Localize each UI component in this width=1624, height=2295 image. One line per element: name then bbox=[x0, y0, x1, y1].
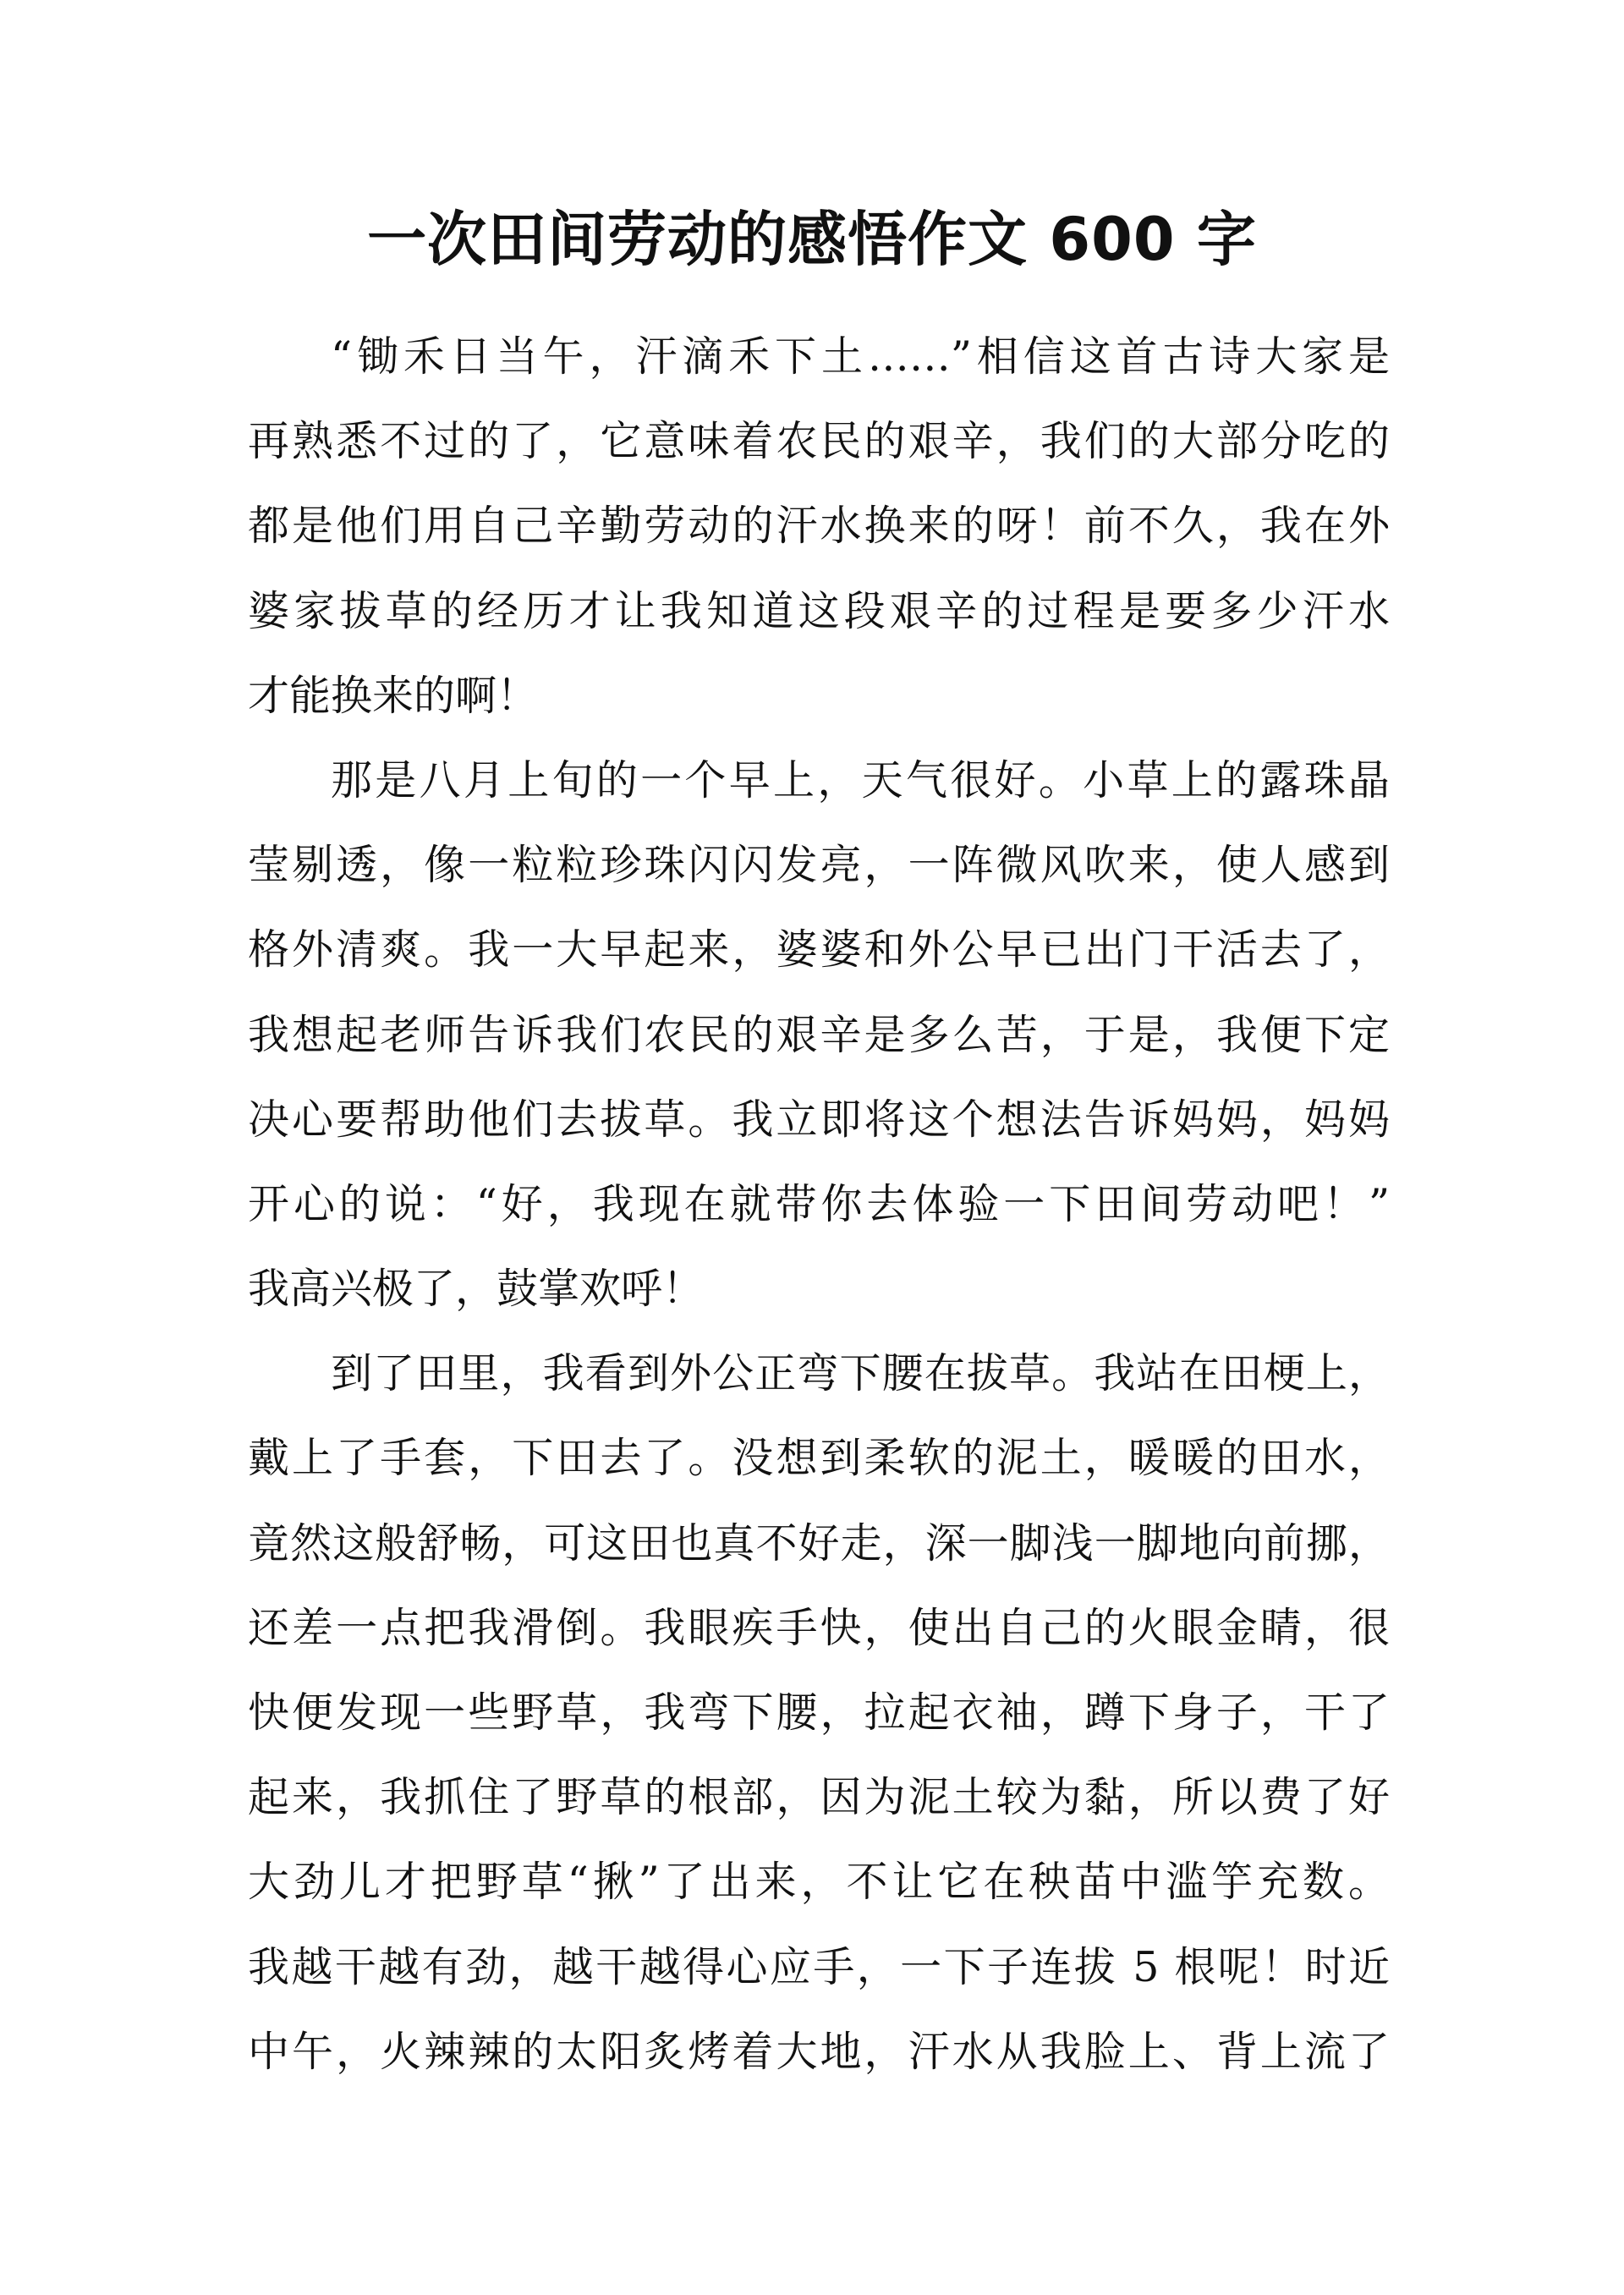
paragraph-2-line-7: 我高兴极了，鼓掌欢呼！ bbox=[248, 1265, 705, 1314]
paragraph-1-line-2: 再熟悉不过的了，它意味着农民的艰辛，我们的大部分吃的 bbox=[248, 417, 1390, 466]
paragraph-3-line-5: 快便发现一些野草，我弯下腰，拉起衣袖，蹲下身子，干了 bbox=[248, 1688, 1390, 1737]
paragraph-3-line-6: 起来，我抓住了野草的根部，因为泥土较为黏，所以费了好 bbox=[248, 1773, 1390, 1822]
paragraph-3-line-9: 中午，火辣辣的太阳炙烤着大地，汗水从我脸上、背上流了 bbox=[248, 2027, 1390, 2076]
paragraph-2-line-3: 格外清爽。我一大早起来，婆婆和外公早已出门干活去了， bbox=[248, 925, 1390, 975]
paragraph-2-line-6: 开心的说：“好，我现在就带你去体验一下田间劳动吧！” bbox=[248, 1179, 1390, 1228]
paragraph-1-line-4: 婆家拔草的经历才让我知道这段艰辛的过程是要多少汗水 bbox=[248, 586, 1390, 635]
paragraph-1-line-1: “锄禾日当午，汗滴禾下土……”相信这首古诗大家是 bbox=[331, 332, 1390, 381]
document-body bbox=[248, 315, 1390, 2095]
paragraph-2-line-4: 我想起老师告诉我们农民的艰辛是多么苦，于是，我便下定 bbox=[248, 1010, 1390, 1059]
paragraph-1-line-3: 都是他们用自己辛勤劳动的汗水换来的呀！前不久，我在外 bbox=[248, 502, 1390, 551]
paragraph-2-line-2: 莹剔透，像一粒粒珍珠闪闪发亮，一阵微风吹来，使人感到 bbox=[248, 841, 1390, 890]
paragraph-2-line-5: 决心要帮助他们去拔草。我立即将这个想法告诉妈妈，妈妈 bbox=[248, 1095, 1390, 1144]
paragraph-3-line-3: 竟然这般舒畅，可这田也真不好走，深一脚浅一脚地向前挪， bbox=[248, 1518, 1390, 1568]
paragraph-3-line-8: 我越干越有劲，越干越得心应手，一下子连拔 5 根呢！时近 bbox=[248, 1942, 1390, 1991]
paragraph-2-line-1: 那是八月上旬的一个早上，天气很好。小草上的露珠晶 bbox=[331, 755, 1390, 804]
paragraph-3-line-7: 大劲儿才把野草“揪”了出来，不让它在秧苗中滥竽充数。 bbox=[248, 1858, 1390, 1907]
paragraph-3-line-2: 戴上了手套，下田去了。没想到柔软的泥土，暖暖的田水， bbox=[248, 1434, 1390, 1483]
paragraph-1-line-5: 才能换来的啊！ bbox=[248, 671, 539, 720]
paragraph-3-line-4: 还差一点把我滑倒。我眼疾手快，使出自己的火眼金睛，很 bbox=[248, 1603, 1390, 1652]
paragraph-3-line-1: 到了田里，我看到外公正弯下腰在拔草。我站在田梗上， bbox=[331, 1349, 1390, 1398]
document-title: 一次田间劳动的感悟作文 600 字 bbox=[367, 205, 1257, 274]
